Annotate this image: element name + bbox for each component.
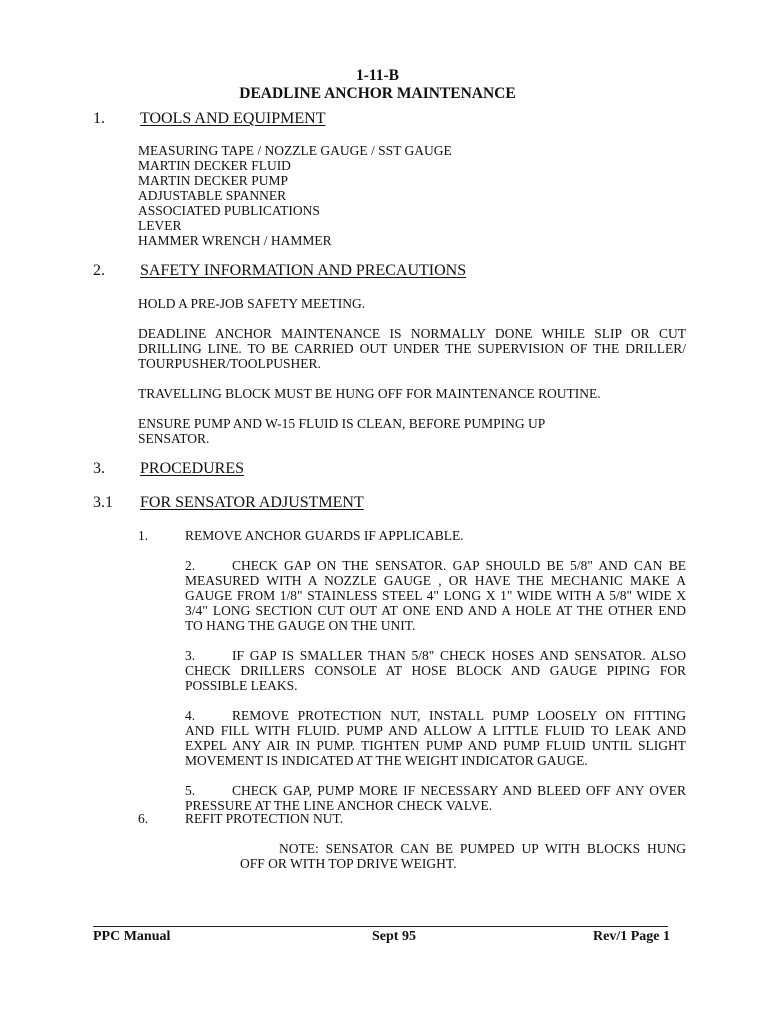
footer-revision-page: Rev/1 Page 1 [593,929,670,944]
step-5-number: 5. [185,783,196,798]
section-3-number: 3. [93,460,105,477]
tool-item: HAMMER WRENCH / HAMMER [138,233,332,248]
safety-paragraph-2-line: DEADLINE ANCHOR MAINTENANCE IS NORMALLY DONE WHILE SLIP OR CUT [138,326,686,341]
step-4-number: 4. [185,708,196,723]
note-line: NOTE: SENSATOR CAN BE PUMPED UP WITH BLOCKS HUNG [279,841,686,856]
step-2-number: 2. [185,558,196,573]
tool-item: MEASURING TAPE / NOZZLE GAUGE / SST GAUGE [138,143,452,158]
section-2-number: 2. [93,262,105,279]
step-4-line: EXPEL ANY AIR IN PUMP. TIGHTEN PUMP AND PUMP FLUID UNTIL SLIGHT [185,738,686,753]
step-5-line: PRESSURE AT THE LINE ANCHOR CHECK VALVE. [185,798,493,813]
tool-item: MARTIN DECKER PUMP [138,173,288,188]
section-1-heading: TOOLS AND EQUIPMENT [140,110,326,127]
step-2-line: MEASURED WITH A NOZZLE GAUGE , OR HAVE THE MECHANIC MAKE A [185,573,686,588]
section-2-heading: SAFETY INFORMATION AND PRECAUTIONS [140,262,467,279]
step-6-number: 6. [138,811,149,826]
safety-paragraph-4-line: SENSATOR. [138,431,210,446]
tool-item: MARTIN DECKER FLUID [138,158,291,173]
section-3-1-heading: FOR SENSATOR ADJUSTMENT [140,494,364,511]
document-code: 1-11-B [355,67,400,84]
step-1-number: 1. [138,528,149,543]
step-2-line: GAUGE FROM 1/8" STAINLESS STEEL 4" LONG X 1" WIDE WITH A 5/8" WIDE X [185,588,686,603]
step-3-line: POSSIBLE LEAKS. [185,678,298,693]
safety-paragraph-2-line: TOURPUSHER/TOOLPUSHER. [138,356,321,371]
section-1-number: 1. [93,110,105,127]
step-2-line: CHECK GAP ON THE SENSATOR. GAP SHOULD BE 5/8" AND CAN BE [232,558,686,573]
step-3-number: 3. [185,648,196,663]
safety-paragraph-2-line: DRILLING LINE. TO BE CARRIED OUT UNDER THE SUPERVISION OF THE DRILLER/ [138,341,686,356]
section-3-heading: PROCEDURES [140,460,245,477]
step-6-text: REFIT PROTECTION NUT. [185,811,344,826]
step-1-text: REMOVE ANCHOR GUARDS IF APPLICABLE. [185,528,464,543]
step-4-line: REMOVE PROTECTION NUT, INSTALL PUMP LOOSELY ON FITTING [232,708,686,723]
tool-item: ADJUSTABLE SPANNER [138,188,287,203]
safety-paragraph-3: TRAVELLING BLOCK MUST BE HUNG OFF FOR MAINTENANCE ROUTINE. [138,386,601,401]
note-line: OFF OR WITH TOP DRIVE WEIGHT. [240,856,457,871]
section-3-1-number: 3.1 [93,494,113,511]
tool-item: LEVER [138,218,182,233]
footer-manual-name: PPC Manual [93,929,171,944]
footer-divider [93,926,668,927]
step-2-line: 3/4" LONG SECTION CUT OUT AT ONE END AND A HOLE AT THE OTHER END [185,603,686,618]
step-5-line: CHECK GAP, PUMP MORE IF NECESSARY AND BLEED OFF ANY OVER [232,783,686,798]
step-4-line: AND FILL WITH FLUID. PUMP AND ALLOW A LITTLE FLUID TO LEAK AND [185,723,686,738]
tool-item: ASSOCIATED PUBLICATIONS [138,203,320,218]
step-3-line: CHECK DRILLERS CONSOLE AT HOSE BLOCK AND GAUGE PIPING FOR [185,663,686,678]
safety-paragraph-4-line: ENSURE PUMP AND W-15 FLUID IS CLEAN, BEFORE PUMPING UP [138,416,546,431]
footer-date: Sept 95 [372,929,416,944]
document-title: DEADLINE ANCHOR MAINTENANCE [239,85,516,102]
step-2-line: TO HANG THE GAUGE ON THE UNIT. [185,618,416,633]
safety-paragraph-1: HOLD A PRE-JOB SAFETY MEETING. [138,296,366,311]
step-3-line: IF GAP IS SMALLER THAN 5/8" CHECK HOSES AND SENSATOR. ALSO [232,648,686,663]
step-4-line: MOVEMENT IS INDICATED AT THE WEIGHT INDICATOR GAUGE. [185,753,588,768]
